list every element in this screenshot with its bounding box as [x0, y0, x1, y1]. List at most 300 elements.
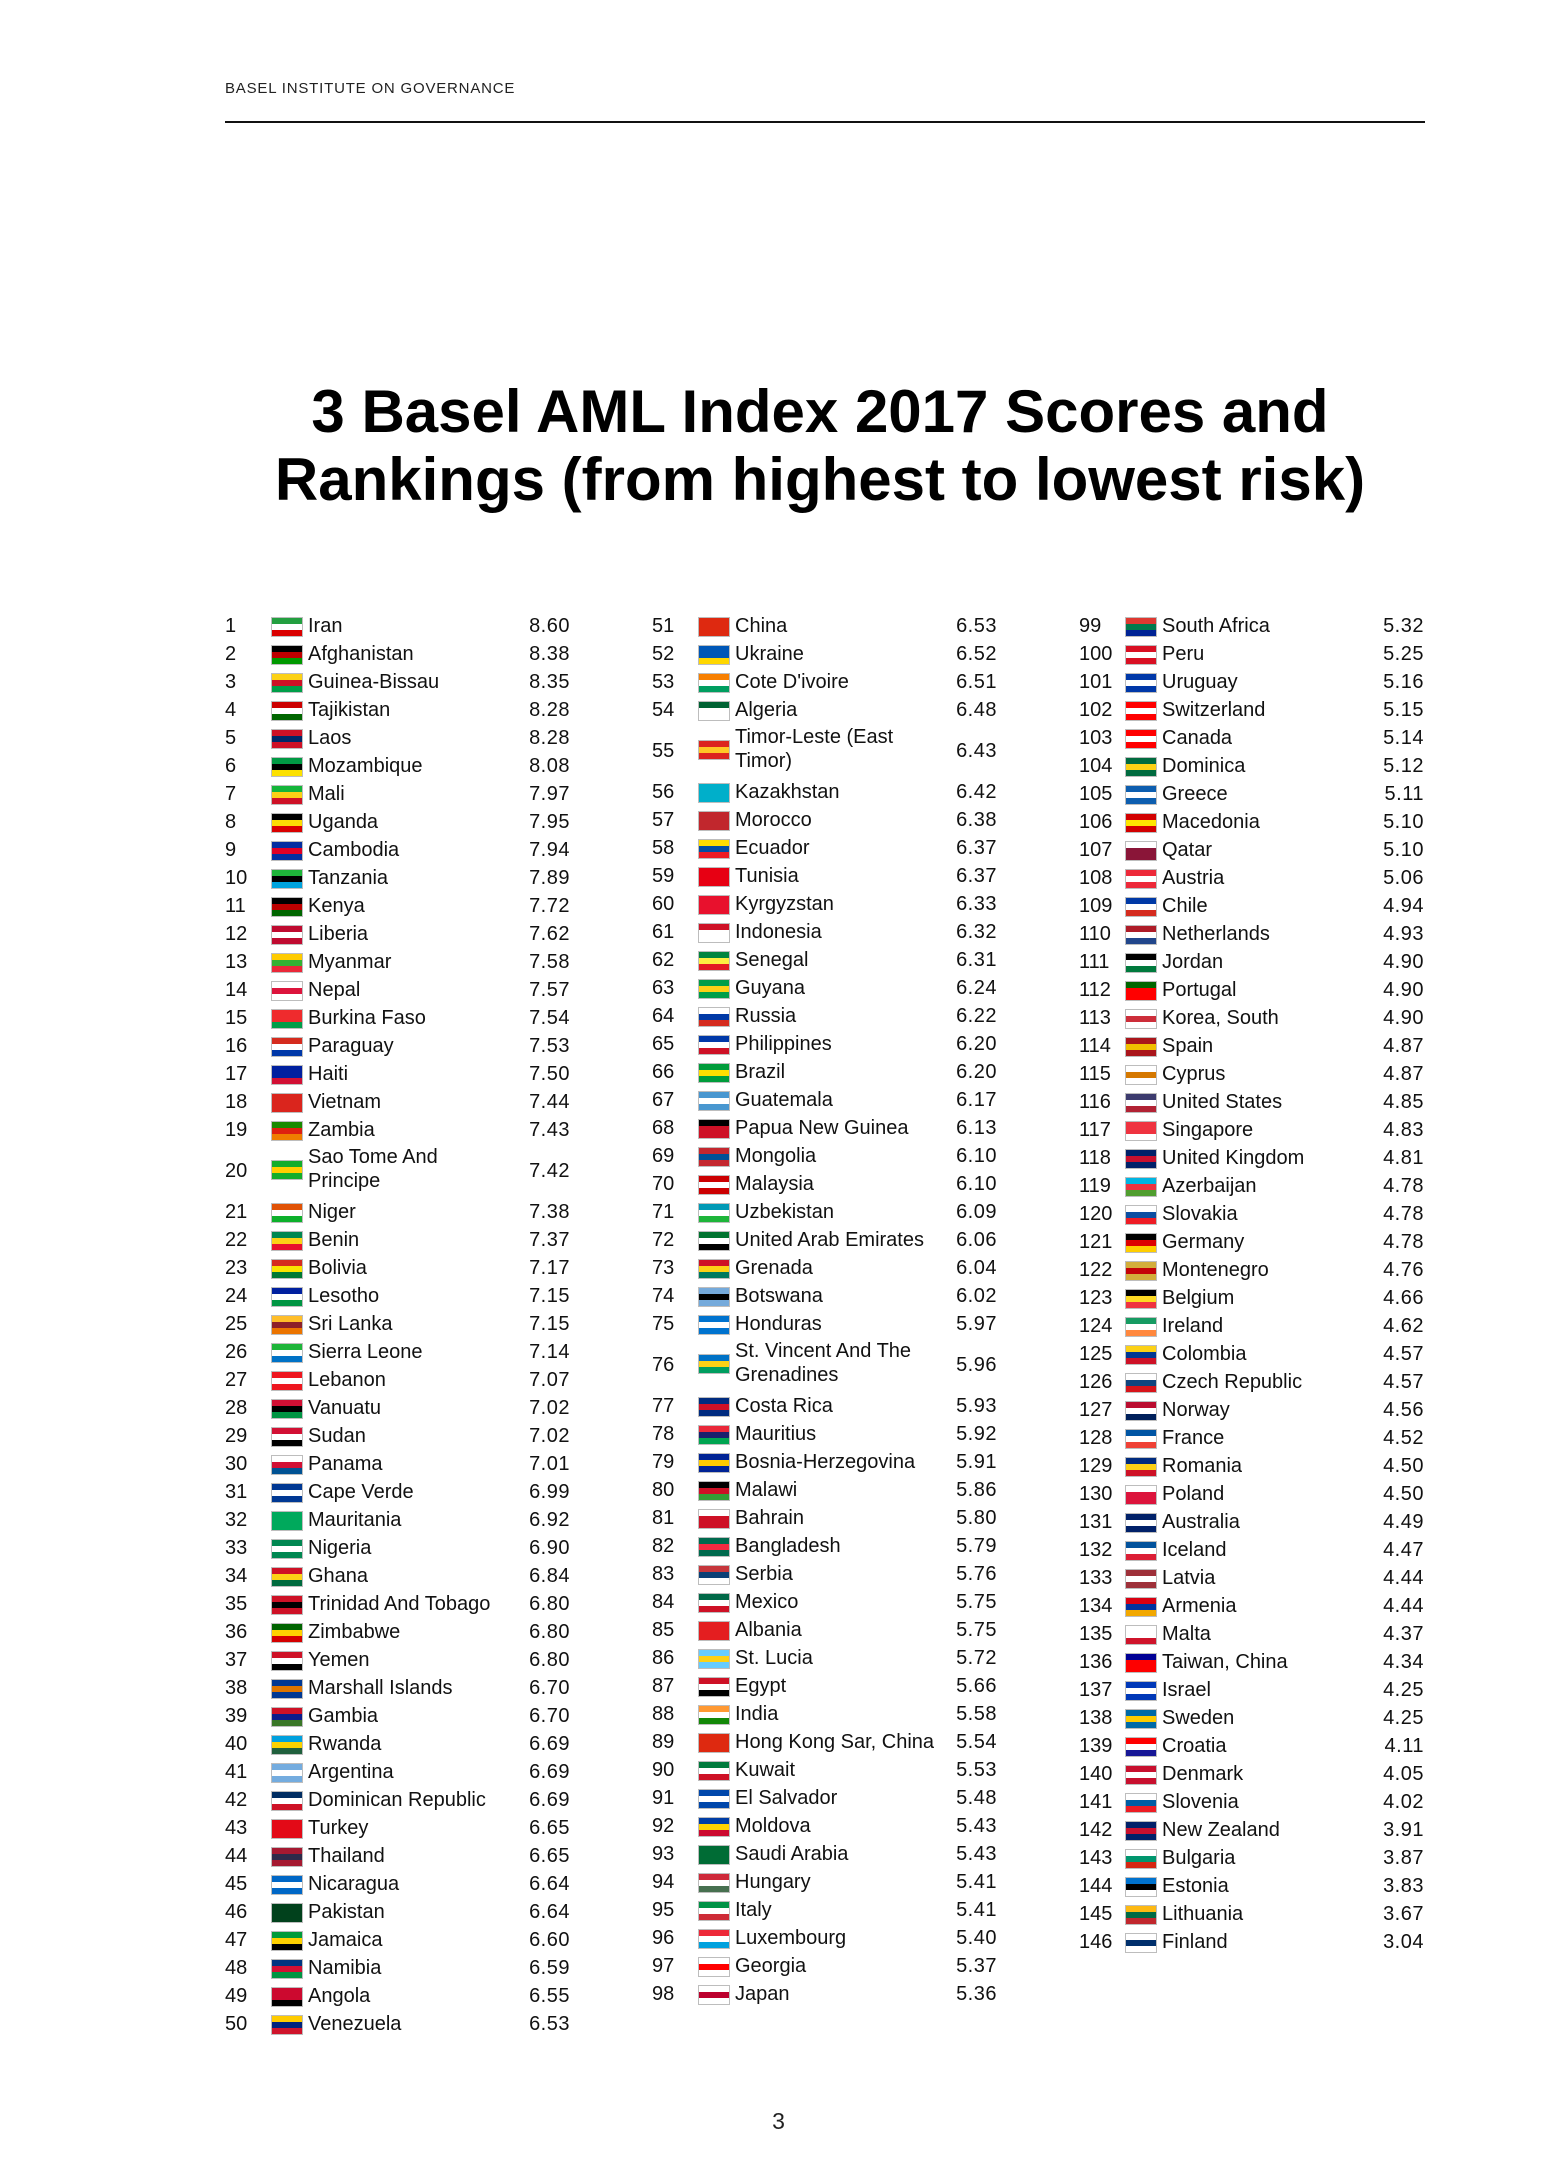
aml-score: 6.17 [956, 1089, 997, 1111]
country-name: Taiwan, China [1162, 1651, 1288, 1673]
ranking-row [225, 1534, 570, 1562]
ranking-row [1079, 1116, 1424, 1144]
country-flag-icon [1125, 1513, 1157, 1533]
country-name: Myanmar [308, 951, 392, 973]
country-name: Dominica [1162, 755, 1246, 777]
country-name: Montenegro [1162, 1259, 1269, 1281]
rank-number: 119 [1079, 1175, 1111, 1197]
country-name: Nicaragua [308, 1873, 400, 1895]
aml-score: 5.15 [1383, 699, 1424, 721]
aml-score: 4.87 [1383, 1063, 1424, 1085]
country-name: Finland [1162, 1931, 1228, 1953]
country-name: Uzbekistan [735, 1201, 834, 1223]
country-flag-icon [1125, 1037, 1157, 1057]
ranking-row [652, 1030, 997, 1058]
rank-number: 29 [225, 1425, 248, 1447]
country-flag-icon [1125, 1681, 1157, 1701]
country-flag-icon [271, 1791, 303, 1811]
page-number: 3 [772, 2108, 785, 2134]
rank-number: 126 [1079, 1371, 1113, 1393]
country-flag-icon [271, 1231, 303, 1251]
rank-number: 60 [652, 893, 675, 915]
country-name: United Arab Emirates [735, 1229, 924, 1251]
country-name: Bulgaria [1162, 1847, 1236, 1869]
country-name: Germany [1162, 1231, 1245, 1253]
aml-score: 7.62 [529, 923, 570, 945]
rank-number: 6 [225, 755, 237, 777]
country-name: Bolivia [308, 1257, 367, 1279]
rank-number: 68 [652, 1117, 675, 1139]
country-flag-icon [271, 1483, 303, 1503]
aml-score: 6.80 [529, 1593, 570, 1615]
rank-number: 37 [225, 1649, 248, 1671]
aml-score: 7.50 [529, 1063, 570, 1085]
aml-score: 7.57 [529, 979, 570, 1001]
country-flag-icon [271, 953, 303, 973]
rank-number: 43 [225, 1817, 248, 1839]
country-name: Mauritania [308, 1509, 402, 1531]
ranking-row [225, 808, 570, 836]
country-flag-icon [698, 1203, 730, 1223]
aml-score: 6.53 [956, 615, 997, 637]
country-flag-icon [271, 1037, 303, 1057]
rank-number: 3 [225, 671, 237, 693]
aml-score: 6.09 [956, 1201, 997, 1223]
country-flag-icon [698, 1231, 730, 1251]
country-flag-icon [271, 1203, 303, 1223]
country-flag-icon [1125, 981, 1157, 1001]
rank-number: 79 [652, 1451, 675, 1473]
country-name: Afghanistan [308, 643, 414, 665]
rank-number: 75 [652, 1313, 675, 1335]
country-name: Norway [1162, 1399, 1230, 1421]
ranking-row [225, 1450, 570, 1478]
ranking-column-1 [225, 612, 570, 2038]
country-flag-icon [271, 841, 303, 861]
country-name: Botswana [735, 1285, 823, 1307]
rank-number: 128 [1079, 1427, 1113, 1449]
ranking-row [225, 1282, 570, 1310]
ranking-row [652, 1952, 997, 1980]
country-name: Grenada [735, 1257, 813, 1279]
rank-number: 76 [652, 1354, 675, 1376]
rank-number: 105 [1079, 783, 1113, 805]
ranking-row [652, 1672, 997, 1700]
rank-number: 124 [1079, 1315, 1113, 1337]
rank-number: 133 [1079, 1567, 1113, 1589]
aml-score: 6.80 [529, 1649, 570, 1671]
country-name: Panama [308, 1453, 383, 1475]
rank-number: 132 [1079, 1539, 1113, 1561]
country-name: Luxembourg [735, 1927, 847, 1949]
country-name: Honduras [735, 1313, 822, 1335]
aml-score: 6.51 [956, 671, 997, 693]
country-name: Georgia [735, 1955, 807, 1977]
aml-score: 7.43 [529, 1119, 570, 1141]
ranking-row [1079, 724, 1424, 752]
rank-number: 25 [225, 1313, 248, 1335]
country-flag-icon [698, 1985, 730, 2005]
rank-number: 8 [225, 811, 237, 833]
rank-number: 93 [652, 1843, 675, 1865]
rank-number: 138 [1079, 1707, 1113, 1729]
ranking-column-2 [652, 612, 997, 2008]
ranking-row [225, 1954, 570, 1982]
aml-score: 7.02 [529, 1425, 570, 1447]
ranking-row [652, 918, 997, 946]
country-name: Paraguay [308, 1035, 394, 1057]
rank-number: 30 [225, 1453, 248, 1475]
country-flag-icon [698, 1425, 730, 1445]
ranking-row [225, 780, 570, 808]
rank-number: 35 [225, 1593, 248, 1615]
country-flag-icon [698, 1509, 730, 1529]
rank-number: 104 [1079, 755, 1113, 777]
country-name: Guinea-Bissau [308, 671, 440, 693]
ranking-row [652, 1392, 997, 1420]
aml-score: 4.76 [1383, 1259, 1424, 1281]
country-flag-icon [1125, 925, 1157, 945]
country-name: Czech Republic [1162, 1371, 1303, 1393]
country-flag-icon [1125, 1401, 1157, 1421]
rank-number: 125 [1079, 1343, 1113, 1365]
country-flag-icon [271, 1763, 303, 1783]
aml-score: 6.90 [529, 1537, 570, 1559]
aml-score: 4.56 [1383, 1399, 1424, 1421]
country-name: Zambia [308, 1119, 375, 1141]
country-name: Jordan [1162, 951, 1224, 973]
country-name: Cape Verde [308, 1481, 414, 1503]
country-flag-icon [698, 1957, 730, 1977]
country-name: Kuwait [735, 1759, 796, 1781]
aml-score: 4.83 [1383, 1119, 1424, 1141]
country-flag-icon [271, 757, 303, 777]
rank-number: 13 [225, 951, 248, 973]
country-flag-icon [698, 1481, 730, 1501]
country-name: Sri Lanka [308, 1313, 393, 1335]
aml-score: 3.67 [1383, 1903, 1424, 1925]
country-flag-icon [698, 895, 730, 915]
rank-number: 49 [225, 1985, 248, 2007]
ranking-row [1079, 1032, 1424, 1060]
country-name: Nepal [308, 979, 361, 1001]
country-name: Singapore [1162, 1119, 1254, 1141]
ranking-row [225, 1646, 570, 1674]
ranking-row [225, 1926, 570, 1954]
country-name: Australia [1162, 1511, 1240, 1533]
ranking-row [225, 640, 570, 668]
country-flag-icon [1125, 1849, 1157, 1869]
ranking-row [1079, 1312, 1424, 1340]
country-name: Vanuatu [308, 1397, 382, 1419]
header-institute-name: BASEL INSTITUTE ON GOVERNANCE [225, 80, 516, 97]
country-flag-icon [271, 673, 303, 693]
rank-number: 46 [225, 1901, 248, 1923]
country-flag-icon [698, 1119, 730, 1139]
ranking-row [225, 976, 570, 1004]
country-name: Malaysia [735, 1173, 814, 1195]
rank-number: 26 [225, 1341, 248, 1363]
country-flag-icon [1125, 729, 1157, 749]
ranking-row [1079, 1648, 1424, 1676]
country-flag-icon [271, 1595, 303, 1615]
country-name: Mongolia [735, 1145, 817, 1167]
country-name: Bangladesh [735, 1535, 841, 1557]
aml-score: 6.38 [956, 809, 997, 831]
country-name: Belgium [1162, 1287, 1235, 1309]
ranking-row [652, 1448, 997, 1476]
rank-number: 53 [652, 671, 675, 693]
country-name: St. Lucia [735, 1647, 813, 1669]
aml-score: 6.48 [956, 699, 997, 721]
country-flag-icon [1125, 813, 1157, 833]
country-flag-icon [271, 785, 303, 805]
country-name: Liberia [308, 923, 369, 945]
country-name: St. Vincent And The Grenadines [735, 1340, 912, 1386]
country-flag-icon [1125, 1821, 1157, 1841]
country-flag-icon [698, 1761, 730, 1781]
country-name: Malawi [735, 1479, 798, 1501]
country-name: India [735, 1703, 779, 1725]
aml-score: 4.44 [1383, 1595, 1424, 1617]
rank-number: 56 [652, 781, 675, 803]
ranking-row [1079, 696, 1424, 724]
ranking-row [652, 668, 997, 696]
rank-number: 106 [1079, 811, 1113, 833]
ranking-row [1079, 920, 1424, 948]
country-flag-icon [1125, 1765, 1157, 1785]
aml-score: 7.42 [529, 1160, 570, 1182]
rank-number: 7 [225, 783, 237, 805]
aml-score: 5.54 [956, 1731, 997, 1753]
country-name: Trinidad And Tobago [308, 1593, 491, 1615]
header-divider [225, 121, 1425, 123]
country-name: Vietnam [308, 1091, 382, 1113]
rank-number: 101 [1079, 671, 1113, 693]
aml-score: 4.47 [1383, 1539, 1424, 1561]
ranking-row [1079, 808, 1424, 836]
aml-score: 5.80 [956, 1507, 997, 1529]
aml-score: 5.86 [956, 1479, 997, 1501]
rank-number: 16 [225, 1035, 248, 1057]
aml-score: 5.25 [1383, 643, 1424, 665]
ranking-row [652, 1198, 997, 1226]
ranking-row [652, 1812, 997, 1840]
aml-score: 6.92 [529, 1509, 570, 1531]
ranking-row [652, 1420, 997, 1448]
ranking-row [652, 1924, 997, 1952]
country-name: Macedonia [1162, 811, 1260, 833]
country-flag-icon [271, 1371, 303, 1391]
country-name: Sierra Leone [308, 1341, 423, 1363]
country-flag-icon [271, 981, 303, 1001]
country-name: Uruguay [1162, 671, 1238, 693]
rank-number: 114 [1079, 1035, 1111, 1057]
aml-score: 7.54 [529, 1007, 570, 1029]
country-name: Iran [308, 615, 343, 637]
rank-number: 96 [652, 1927, 675, 1949]
aml-score: 5.10 [1383, 811, 1424, 833]
ranking-row [1079, 1676, 1424, 1704]
ranking-row [225, 1842, 570, 1870]
country-flag-icon [1125, 645, 1157, 665]
aml-score: 7.17 [529, 1257, 570, 1279]
rank-number: 31 [225, 1481, 248, 1503]
rank-number: 90 [652, 1759, 675, 1781]
rank-number: 87 [652, 1675, 675, 1697]
ranking-row [1079, 612, 1424, 640]
rank-number: 95 [652, 1899, 675, 1921]
country-name: Ireland [1162, 1315, 1224, 1337]
country-flag-icon [271, 1093, 303, 1113]
ranking-row [1079, 1396, 1424, 1424]
country-name: Brazil [735, 1061, 786, 1083]
ranking-row [225, 1088, 570, 1116]
rank-number: 2 [225, 643, 237, 665]
aml-score: 5.41 [956, 1871, 997, 1893]
country-name: Dominican Republic [308, 1789, 486, 1811]
rank-number: 41 [225, 1761, 248, 1783]
aml-score: 6.55 [529, 1985, 570, 2007]
ranking-row [1079, 1760, 1424, 1788]
rank-number: 15 [225, 1007, 248, 1029]
aml-score: 4.52 [1383, 1427, 1424, 1449]
country-flag-icon [698, 1315, 730, 1335]
country-name: United Kingdom [1162, 1147, 1305, 1169]
country-flag-icon [698, 645, 730, 665]
rank-number: 136 [1079, 1651, 1113, 1673]
ranking-row [1079, 780, 1424, 808]
country-flag-icon [698, 1354, 730, 1374]
ranking-row [1079, 1844, 1424, 1872]
aml-score: 6.60 [529, 1929, 570, 1951]
country-flag-icon [698, 811, 730, 831]
ranking-row [225, 920, 570, 948]
aml-score: 6.42 [956, 781, 997, 803]
rank-number: 86 [652, 1647, 675, 1669]
rank-number: 77 [652, 1395, 675, 1417]
aml-score: 6.20 [956, 1061, 997, 1083]
country-flag-icon [698, 673, 730, 693]
country-flag-icon [271, 1931, 303, 1951]
rank-number: 135 [1079, 1623, 1113, 1645]
country-flag-icon [271, 1903, 303, 1923]
ranking-row [1079, 1536, 1424, 1564]
rank-number: 82 [652, 1535, 675, 1557]
country-name: Namibia [308, 1957, 382, 1979]
ranking-row [1079, 1060, 1424, 1088]
aml-score: 5.91 [956, 1451, 997, 1473]
ranking-row [652, 1896, 997, 1924]
rank-number: 131 [1079, 1511, 1113, 1533]
rank-number: 47 [225, 1929, 248, 1951]
ranking-row [652, 1504, 997, 1532]
aml-score: 7.94 [529, 839, 570, 861]
aml-score: 5.37 [956, 1955, 997, 1977]
country-flag-icon [271, 1009, 303, 1029]
country-name: Kyrgyzstan [735, 893, 834, 915]
rank-number: 58 [652, 837, 675, 859]
ranking-row [225, 1674, 570, 1702]
ranking-row [652, 1616, 997, 1644]
ranking-row [652, 1086, 997, 1114]
rank-number: 32 [225, 1509, 248, 1531]
ranking-row [225, 1116, 570, 1144]
aml-score: 6.64 [529, 1873, 570, 1895]
country-flag-icon [698, 1817, 730, 1837]
aml-score: 6.32 [956, 921, 997, 943]
ranking-row [225, 836, 570, 864]
ranking-row [1079, 1424, 1424, 1452]
aml-score: 4.50 [1383, 1483, 1424, 1505]
country-name: Mozambique [308, 755, 423, 777]
country-flag-icon [1125, 1429, 1157, 1449]
rank-number: 110 [1079, 923, 1111, 945]
aml-score: 7.15 [529, 1285, 570, 1307]
ranking-row [652, 778, 997, 806]
country-name: Mexico [735, 1591, 799, 1613]
country-flag-icon [271, 1539, 303, 1559]
ranking-row [1079, 1256, 1424, 1284]
country-flag-icon [698, 1063, 730, 1083]
ranking-row [652, 1170, 997, 1198]
rank-number: 117 [1079, 1119, 1111, 1141]
country-flag-icon [1125, 953, 1157, 973]
country-flag-icon [698, 1649, 730, 1669]
rank-number: 22 [225, 1229, 248, 1251]
aml-score: 4.81 [1383, 1147, 1424, 1169]
country-name: Lithuania [1162, 1903, 1244, 1925]
ranking-row [1079, 1200, 1424, 1228]
rank-number: 33 [225, 1537, 248, 1559]
country-flag-icon [1125, 869, 1157, 889]
country-name: Bahrain [735, 1507, 804, 1529]
country-name: Cote D'ivoire [735, 671, 849, 693]
country-name: Mali [308, 783, 345, 805]
rank-number: 9 [225, 839, 237, 861]
country-name: Egypt [735, 1675, 787, 1697]
ranking-row [652, 974, 997, 1002]
aml-score: 5.92 [956, 1423, 997, 1445]
aml-score: 4.78 [1383, 1231, 1424, 1253]
country-flag-icon [271, 1065, 303, 1085]
aml-score: 7.02 [529, 1397, 570, 1419]
rank-number: 62 [652, 949, 675, 971]
rank-number: 100 [1079, 643, 1113, 665]
ranking-row [1079, 1564, 1424, 1592]
country-name: China [735, 615, 788, 637]
aml-score: 6.37 [956, 865, 997, 887]
country-name: Slovakia [1162, 1203, 1238, 1225]
ranking-row [225, 1004, 570, 1032]
ranking-row [652, 1588, 997, 1616]
country-name: Saudi Arabia [735, 1843, 849, 1865]
rank-number: 65 [652, 1033, 675, 1055]
aml-score: 7.38 [529, 1201, 570, 1223]
ranking-row [225, 1898, 570, 1926]
country-flag-icon [1125, 1121, 1157, 1141]
country-name: Iceland [1162, 1539, 1227, 1561]
country-flag-icon [1125, 785, 1157, 805]
ranking-row [652, 1254, 997, 1282]
aml-score: 6.99 [529, 1481, 570, 1503]
rank-number: 27 [225, 1369, 248, 1391]
aml-score: 8.35 [529, 671, 570, 693]
aml-score: 4.78 [1383, 1175, 1424, 1197]
country-flag-icon [271, 1847, 303, 1867]
rank-number: 20 [225, 1160, 248, 1182]
aml-score: 7.53 [529, 1035, 570, 1057]
